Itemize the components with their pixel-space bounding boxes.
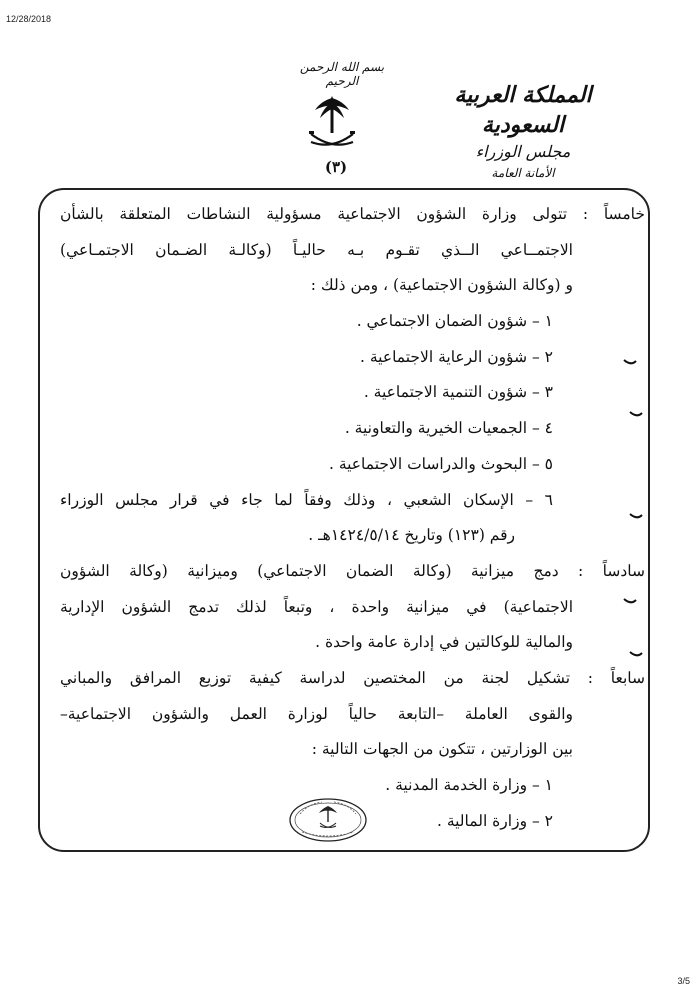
palm-swords-emblem-icon [305, 94, 359, 156]
official-seal-icon [288, 796, 368, 844]
body-line: خامساً : تتولى وزارة الشؤون الاجتماعية مسؤولية النشاطات المتعلقة بالشأن [60, 205, 645, 223]
margin-tick-icon [629, 512, 643, 520]
body-line: الاجتماعية) في ميزانية واحدة ، وتبعاً لذلك تدمج الشؤون الإدارية [60, 597, 573, 616]
list-item: ١ – شؤون الضمان الاجتماعي . [356, 312, 553, 331]
document-body [60, 197, 645, 839]
list-item: ٦ – الإسكان الشعبي ، وذلك وفقاً لما جاء في قرار مجلس الوزراء [60, 490, 553, 509]
body-line: و (وكالة الشؤون الاجتماعية) ، ومن ذلك : [310, 276, 573, 295]
list-item: ١ – وزارة الخدمة المدنية . [385, 776, 553, 794]
list-item: ٥ – البحوث والدراسات الاجتماعية . [328, 454, 553, 473]
body-line: رقم (١٢٣) وتاريخ ١٤٢٤/٥/١٤هـ . [308, 526, 515, 545]
list-item: ٤ – الجمعيات الخيرية والتعاونية . [344, 419, 553, 438]
page-mark: (٣) [324, 158, 348, 176]
list-item: ٢ – شؤون الرعاية الاجتماعية . [359, 347, 553, 366]
page-number: 3/5 [677, 976, 690, 986]
body-line: والمالية للوكالتين في إدارة عامة واحدة . [315, 633, 573, 652]
margin-tick-icon [623, 597, 637, 605]
body-line: والقوى العاملة –التابعة حالياً لوزارة العمل والشؤون الاجتماعية– [60, 704, 573, 723]
body-line: سادساً : دمج ميزانية (وكالة الضمان الاجتماعي) وميزانية (وكالة الشؤون [60, 561, 645, 580]
body-line: سابعاً : تشكيل لجنة من المختصين لدراسة كيفية توزيع المرافق والمباني [60, 668, 645, 687]
body-line: الاجتمــاعي الــذي تقـوم بـه حاليـاً (وكالـة الضـمان الاجتمـاعي) [60, 240, 573, 259]
letterhead [412, 80, 634, 182]
body-line: بين الوزارتين ، تتكون من الجهات التالية : [311, 740, 573, 759]
margin-tick-icon [629, 650, 643, 658]
list-item: ٣ – شؤون التنمية الاجتماعية . [363, 383, 553, 402]
letterhead-kingdom: المملكة العربية السعودية [454, 82, 592, 138]
margin-tick-icon [629, 410, 643, 418]
margin-tick-icon [623, 358, 637, 366]
letterhead-council: مجلس الوزراء [475, 142, 571, 161]
list-item: ٢ – وزارة المالية . [436, 811, 553, 830]
print-date: 12/28/2018 [6, 14, 52, 24]
letterhead-secretariat: الأمانة العامة [491, 166, 555, 180]
basmala: بسم الله الرحمن الرحيم [299, 60, 385, 88]
